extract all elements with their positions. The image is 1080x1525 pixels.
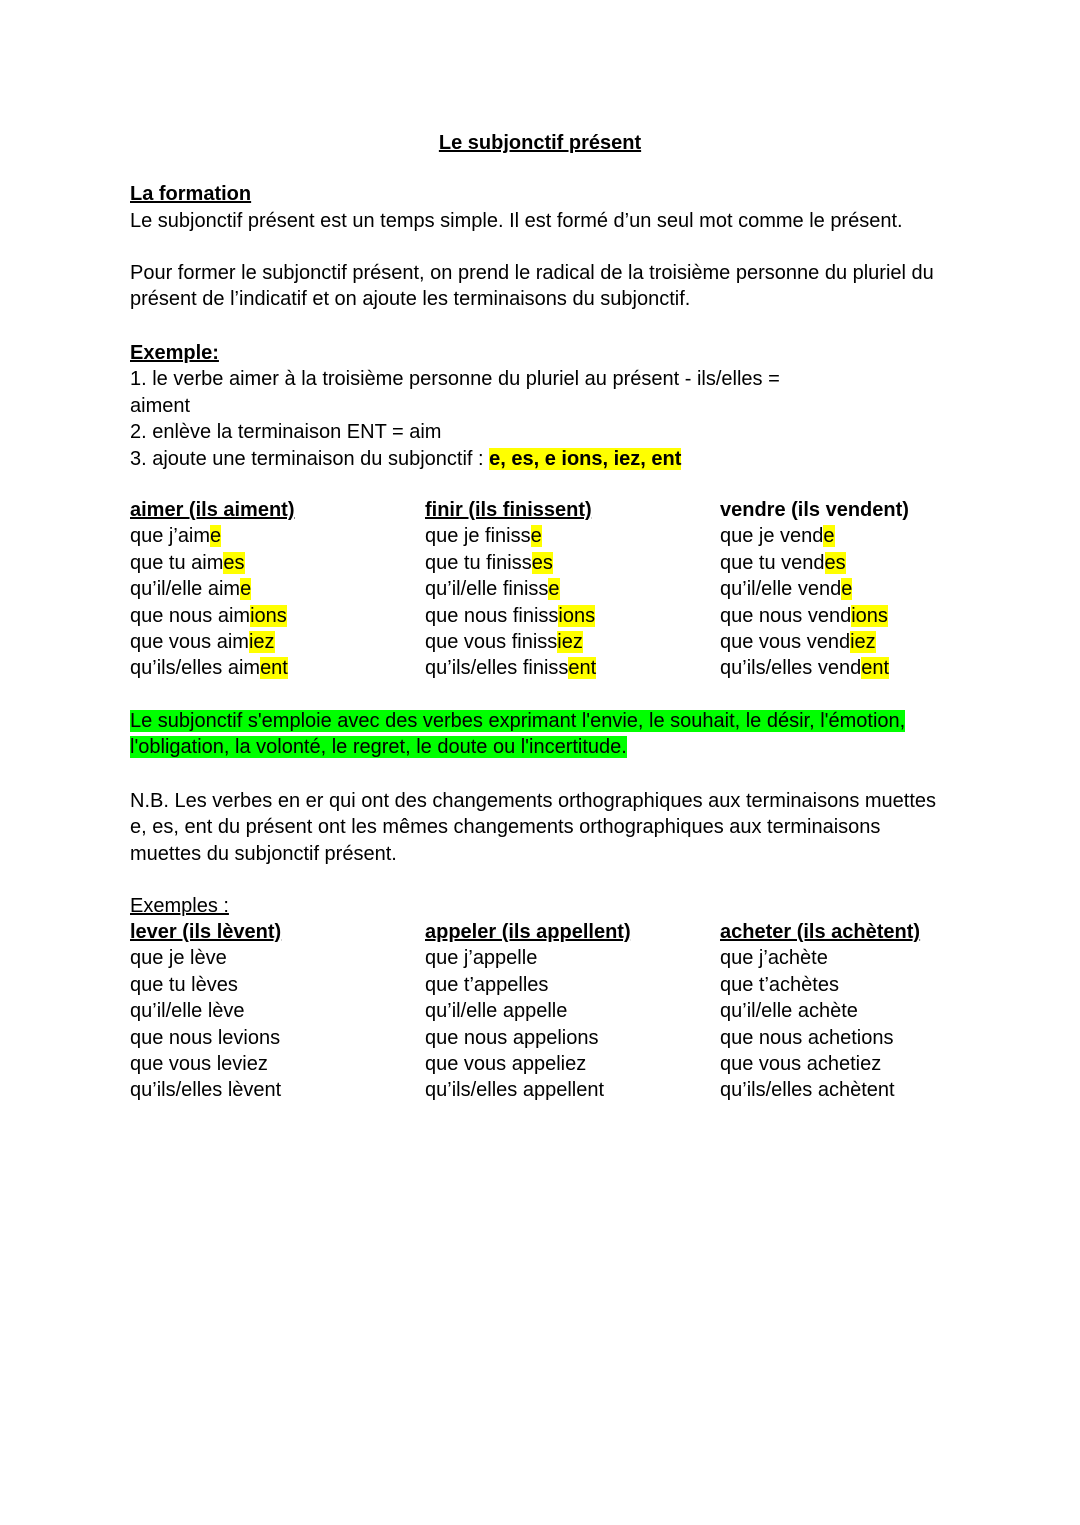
example-row: qu’ils/elles lèvent <box>130 1079 282 1102</box>
ending-highlight: ent <box>568 657 597 680</box>
formation-line-1: Le subjonctif présent est un temps simple. Il est formé d’un seul mot comme le présent. <box>130 210 903 232</box>
example-row: que t’appelles <box>425 973 549 996</box>
ending-highlight: ions <box>558 604 596 627</box>
exemple-step-2: 2. enlève la terminaison ENT = aim <box>130 421 442 443</box>
stem: qu’ils/elles aim <box>130 657 261 680</box>
example-row: que j’achète <box>720 947 828 970</box>
ending-highlight: es <box>824 551 846 574</box>
example-row: que je lève <box>130 947 227 970</box>
stem: que je finiss <box>425 525 531 548</box>
conjugation-row <box>720 523 909 549</box>
example-row: que vous leviez <box>130 1053 268 1076</box>
stem: qu’il/elle vend <box>720 578 842 601</box>
example-row: que nous appelions <box>425 1026 599 1049</box>
column-heading: lever (ils lèvent) <box>130 921 282 943</box>
stem: que tu aim <box>130 551 224 574</box>
conjugation-column-aimer <box>130 497 295 682</box>
conjugation-row <box>720 629 909 655</box>
example-row: que vous achetiez <box>720 1053 882 1076</box>
conjugation-row <box>720 576 909 602</box>
column-heading: finir (ils finissent) <box>425 499 592 521</box>
ending-highlight: iez <box>248 631 275 654</box>
stem: qu’ils/elles finiss <box>425 657 569 680</box>
column-heading: appeler (ils appellent) <box>425 921 631 943</box>
example-row: que j’appelle <box>425 947 538 970</box>
exemples-heading: Exemples : <box>130 895 229 917</box>
conjugation-column-vendre <box>720 497 909 682</box>
ending-highlight: ions <box>250 604 287 627</box>
example-row: que vous appeliez <box>425 1053 587 1076</box>
formation-line-2: Pour former le subjonctif présent, on prend le radical de la troisième personne du pluriel du présent de l’indicatif et on ajoute les terminaisons du subjonctif. <box>130 262 934 311</box>
example-row: que tu lèves <box>130 973 238 996</box>
example-column-lever <box>130 919 281 1104</box>
ending-highlight: e <box>210 525 222 548</box>
exemple-step-1a: 1. le verbe aimer à la troisième personne du pluriel au présent - ils/elles = <box>130 368 780 390</box>
ending-highlight: iez <box>557 631 583 654</box>
conjugation-row <box>130 550 295 576</box>
conjugation-row <box>425 550 596 576</box>
conjugation-row <box>130 523 295 549</box>
stem: que nous aim <box>130 604 251 627</box>
example-row: que nous levions <box>130 1026 281 1049</box>
ending-highlight: iez <box>850 631 876 654</box>
stem: que je vend <box>720 525 824 548</box>
ending-highlight: ent <box>260 657 288 680</box>
usage-note-text: Le subjonctif s'emploie avec des verbes exprimant l'envie, le souhait, le désir, l'émotion, l'obligation, la volonté, le regret, le doute ou l'incertitude. <box>130 710 906 759</box>
conjugation-row <box>130 603 295 629</box>
stem: qu’ils/elles vend <box>720 657 862 680</box>
example-row: qu’ils/elles appellent <box>425 1079 605 1102</box>
ending-highlight: es <box>223 551 245 574</box>
exemple-step-3-endings: e, es, e ions, iez, ent <box>489 448 682 470</box>
conjugation-row <box>425 603 596 629</box>
ending-highlight: es <box>531 551 553 574</box>
stem: qu’il/elle finiss <box>425 578 549 601</box>
conjugation-row <box>720 603 909 629</box>
ending-highlight: e <box>240 578 252 601</box>
page-title: Le subjonctif présent <box>438 132 642 154</box>
exemple-step-3-text: 3. ajoute une terminaison du subjonctif : <box>130 448 490 470</box>
conjugation-column-finir <box>425 497 596 682</box>
conjugation-row <box>130 655 295 681</box>
column-heading: aimer (ils aiment) <box>130 499 295 521</box>
example-row: qu’il/elle lève <box>130 1000 245 1023</box>
stem: que tu finiss <box>425 551 532 574</box>
stem: que nous vend <box>720 604 852 627</box>
example-column-acheter <box>720 919 920 1104</box>
stem: que vous vend <box>720 631 851 654</box>
conjugation-row <box>130 629 295 655</box>
ending-highlight: e <box>548 578 560 601</box>
ending-highlight: ent <box>861 657 890 680</box>
conjugation-row <box>720 655 909 681</box>
exemple-step-1b: aiment <box>130 395 191 417</box>
column-heading: vendre (ils vendent) <box>720 499 909 521</box>
exemple-heading: Exemple: <box>130 342 219 364</box>
example-row: que nous achetions <box>720 1026 894 1049</box>
stem: que tu vend <box>720 551 825 574</box>
example-row: qu’il/elle appelle <box>425 1000 568 1023</box>
formation-heading: La formation <box>130 183 252 205</box>
nb-note: N.B. Les verbes en er qui ont des changements orthographiques aux terminaisons muettes e, es, ent du présent ont les mêmes changements orthographiques aux terminaisons muettes du subjonctif présent. <box>130 790 937 865</box>
usage-note <box>130 708 950 761</box>
ending-highlight: ions <box>851 604 888 627</box>
ending-highlight: e <box>530 525 542 548</box>
column-heading: acheter (ils achètent) <box>720 921 921 943</box>
conjugation-row <box>425 655 596 681</box>
example-row: que t’achètes <box>720 973 839 996</box>
stem: que j’aim <box>130 525 211 548</box>
example-row: qu’ils/elles achètent <box>720 1079 895 1102</box>
conjugation-row <box>720 550 909 576</box>
conjugation-row <box>425 576 596 602</box>
conjugation-row <box>425 629 596 655</box>
conjugation-row <box>425 523 596 549</box>
ending-highlight: e <box>841 578 853 601</box>
stem: que vous finiss <box>425 631 558 654</box>
example-row: qu’il/elle achète <box>720 1000 858 1023</box>
stem: qu’il/elle aim <box>130 578 241 601</box>
ending-highlight: e <box>823 525 835 548</box>
example-column-appeler <box>425 919 631 1104</box>
conjugation-row <box>130 576 295 602</box>
exemple-step-3 <box>130 446 950 472</box>
stem: que nous finiss <box>425 604 559 627</box>
stem: que vous aim <box>130 631 249 654</box>
